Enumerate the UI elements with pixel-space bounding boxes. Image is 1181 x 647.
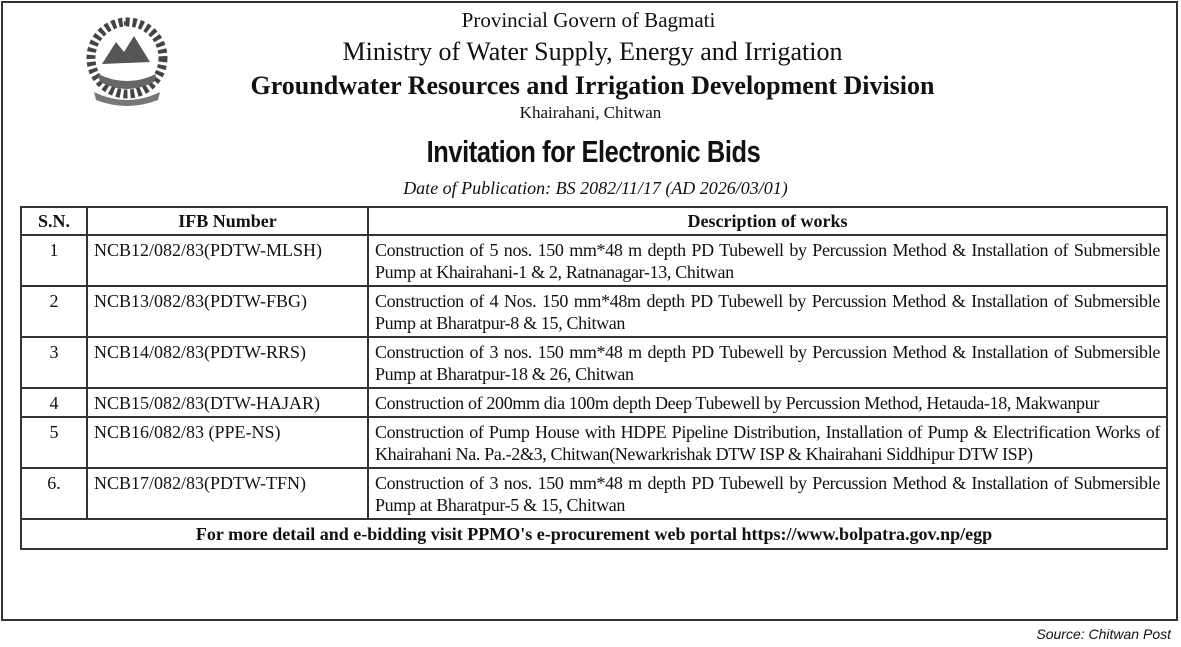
cell-sn: 6.: [21, 468, 87, 519]
cell-description: Construction of 5 nos. 150 mm*48 m depth PD Tubewell by Percussion Method & Installation of Submersible Pump at Khairahani-1 & 2, Ratnanagar-13, Chitwan: [368, 235, 1167, 286]
cell-ifb: NCB14/082/83(PDTW-RRS): [87, 337, 368, 388]
cell-description: Construction of 4 Nos. 150 mm*48m depth PD Tubewell by Percussion Method & Installation of Submersible Pump at Bharatpur-8 & 15, Chitwan: [368, 286, 1167, 337]
header-description: Description of works: [368, 207, 1167, 235]
header-sn: S.N.: [21, 207, 87, 235]
header-ifb: IFB Number: [87, 207, 368, 235]
portal-info: For more detail and e-bidding visit PPMO's e-procurement web portal https://www.bolpatra.gov.np/egp: [21, 519, 1167, 549]
cell-ifb: NCB13/082/83(PDTW-FBG): [87, 286, 368, 337]
table-row: [21, 388, 1167, 417]
publication-date: Date of Publication: BS 2082/11/17 (AD 2026/03/01): [403, 178, 788, 198]
cell-ifb: NCB15/082/83(DTW-HAJAR): [87, 388, 368, 417]
table-row: [21, 417, 1167, 468]
cell-sn: 5: [21, 417, 87, 468]
ministry-name: Ministry of Water Supply, Energy and Irrigation: [342, 37, 843, 66]
notice-title: Invitation for Electronic Bids: [426, 134, 761, 169]
cell-ifb: NCB12/082/83(PDTW-MLSH): [87, 235, 368, 286]
table-row: [21, 337, 1167, 388]
cell-ifb: NCB17/082/83(PDTW-TFN): [87, 468, 368, 519]
cell-sn: 2: [21, 286, 87, 337]
table-row: [21, 235, 1167, 286]
cell-description: Construction of Pump House with HDPE Pipeline Distribution, Installation of Pump & Electrification Works of Khairahani Na. Pa.-2&3, Chitwan(Newarkrishak DTW ISP & Khairahani Siddhipur DTW ISP): [368, 417, 1167, 468]
cell-description: Construction of 200mm dia 100m depth Deep Tubewell by Percussion Method, Hetauda-18, Makwanpur: [368, 388, 1167, 417]
cell-ifb: NCB16/082/83 (PPE-NS): [87, 417, 368, 468]
source-credit: Source: Chitwan Post: [1036, 626, 1171, 642]
table-row: [21, 286, 1167, 337]
location: Khairahani, Chitwan: [519, 103, 662, 122]
division-name: Groundwater Resources and Irrigation Development Division: [250, 71, 935, 100]
cell-description: Construction of 3 nos. 150 mm*48 m depth PD Tubewell by Percussion Method & Installation of Submersible Pump at Bharatpur-5 & 15, Chitwan: [368, 468, 1167, 519]
bids-table: [20, 206, 1168, 550]
cell-description: Construction of 3 nos. 150 mm*48 m depth PD Tubewell by Percussion Method & Installation of Submersible Pump at Bharatpur-18 & 26, Chitwan: [368, 337, 1167, 388]
cell-sn: 1: [21, 235, 87, 286]
table-footer-row: [21, 519, 1167, 549]
cell-sn: 4: [21, 388, 87, 417]
table-header-row: [21, 207, 1167, 235]
cell-sn: 3: [21, 337, 87, 388]
table-row: [21, 468, 1167, 519]
provincial-government: Provincial Govern of Bagmati: [461, 8, 716, 32]
